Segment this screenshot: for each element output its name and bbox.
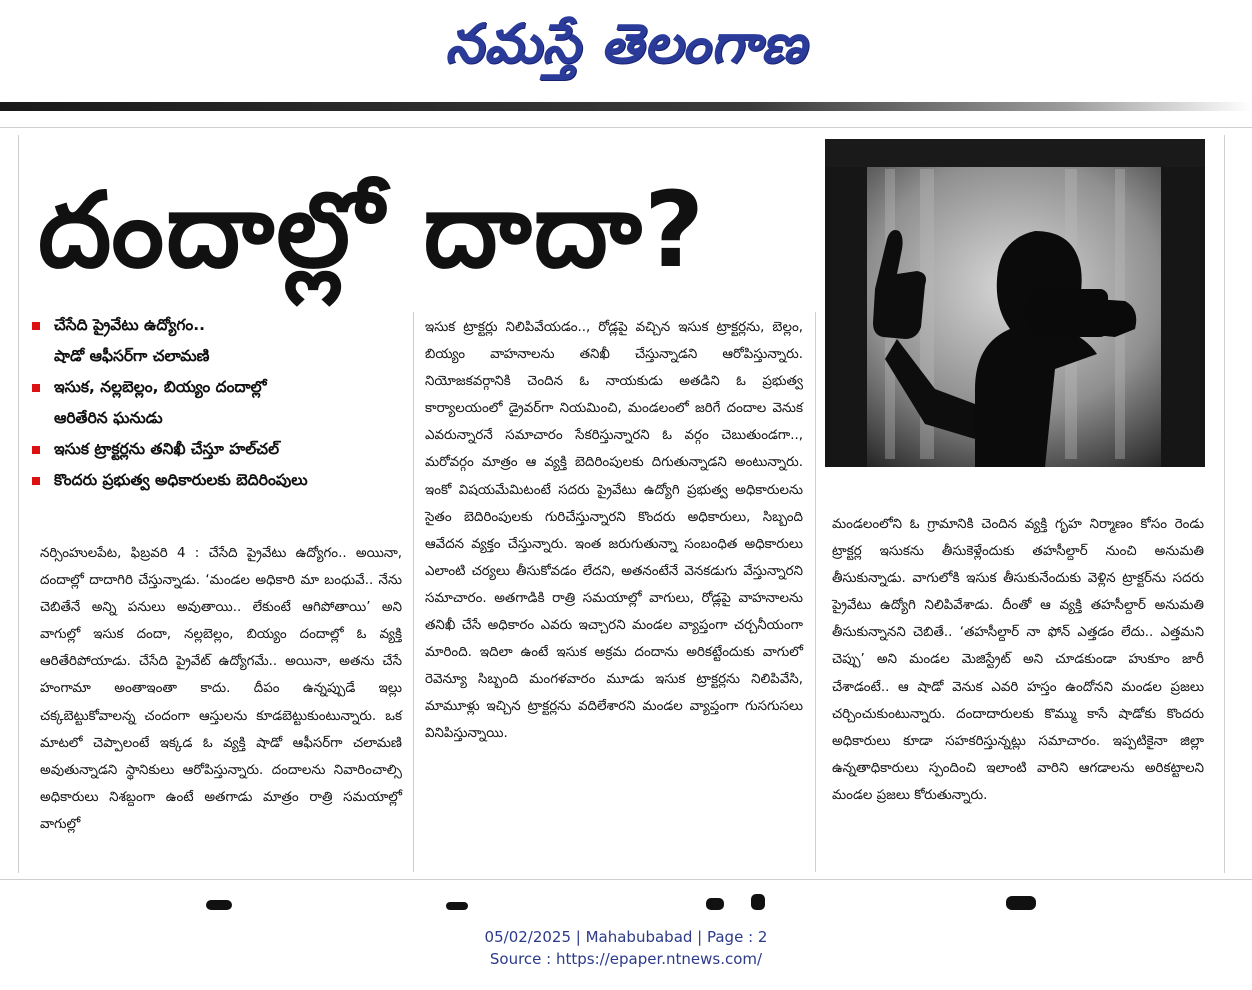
highlight-line: ఇసుక ట్రాక్టర్లను తనిఖీ చేస్తూ హల్‌చల్ [54, 440, 280, 458]
article-column-3 [832, 511, 1204, 809]
article-column-1 [40, 540, 402, 838]
bullet-square-icon [32, 446, 40, 454]
article-column-2 [425, 314, 803, 748]
highlight-line: కొందరు ప్రభుత్వ అధికారులకు బెదిరింపులు [54, 471, 308, 489]
column-text: నర్సింహులపేట, ఫిబ్రవరి 4 : చేసేది ప్రైవేటు ఉద్యోగం.. అయినా, దందాల్లో దాదాగిరి చేస్తున్నాడు. ‘మండల అధికారి మా బంధువే.. నేను చెబితేనే అన్ని పనులు అవుతాయి.. లేకుంటే ఆగిపోతాయి’ అని వాగుల్లో ఇసుక దందా, నల్లబెల్లం, బియ్యం దందాల్లో ఓ వ్యక్తి ఆరితేరిపోయాడు. చేసేది ప్రైవేట్ ఉద్యోగమే.. అయినా, అతను చేసే హంగామా అంతాఇంతా కాదు. దీపం ఉన్నప్పుడే ఇల్లు చక్కబెట్టుకోవాలన్న చందంగా ఆస్తులను కూడబెట్టుకుంటున్నారు. ఒక మాటలో చెప్పాలంటే ఇక్కడ ఓ వ్యక్తి షాడో ఆఫీసర్‌గా చలామణి అవుతున్నాడని స్థానికులు ఆరోపిస్తున్నారు. దందాలను నివారించాల్సి అధికారులు నిశబ్దంగా ఉంటే అతగాడు మాత్రం రాత్రి సమయాల్లో వాగుల్లో [40, 546, 402, 832]
column-text: ఇసుక ట్రాక్టర్లు నిలిపివేయడం.., రోడ్లపై వచ్చిన ఇసుక ట్రాక్టర్లను, బెల్లం, బియ్యం వాహనాలను తనిఖీ చేస్తున్నాడని ఆరోపిస్తున్నారు. నియోజకవర్గానికి చెందిన ఓ నాయకుడు అతడిని ఓ ప్రభుత్వ కార్యాలయంలో డ్రైవర్‌గా నియమించి, మండలంలో జరిగే దందాల వెనుక ఎవరున్నారనే సమాచారం సేకరిస్తున్నారని ఓ వర్గం చెబుతుండగా.., మరోవర్గం మాత్రం ఆ వ్యక్తి బెదిరింపులకు దిగుతున్నాడని అంటున్నారు. ఇంకో విషయమేమిటంటే సదరు ప్రైవేటు ఉద్యోగి ప్రభుత్వ అధికారులను సైతం బెదిరింపులకు గురిచేస్తున్నారని కొందరు అధికారులు, సిబ్బంది ఆవేదన వ్యక్తం చేస్తున్నారు. ఇంత జరుగుతున్నా సంబంధిత అధికారులు ఎలాంటి చర్యలు తీసుకోవడం లేదని, అతనంటేనే వెనకడుగు వేస్తున్నారని సమాచారం. అతగాడికి రాత్రి సమయాల్లో వాగులు, రోడ్లపై వాహనాలను తనిఖీ చేసే అధికారం ఎవరు ఇచ్చారని మండల వ్యాప్తంగా చర్చనీయంగా మారింది. ఇదిలా ఉంటే ఇసుక అక్రమ దందాను అరికట్టేందుకు వాగులో రెవెన్యూ సిబ్బంది మంగళవారం మూడు ఇసుక ట్రాక్టర్లను నిలిపివేసి, మామూళ్లు ఇచ్చిన ట్రాక్టర్లను వదిలేశారని మండల వ్యాప్తంగా గుసగుసలు వినిపిస్తున్నాయి. [425, 320, 803, 742]
bullet-square-icon [32, 477, 40, 485]
highlights-list [28, 310, 408, 496]
highlight-item [28, 310, 408, 372]
highlight-line: ఆరితేరిన ఘనుడు [54, 409, 163, 427]
masthead-rule [0, 102, 1252, 111]
highlight-line: షాడో ఆఫీసర్‌గా చలామణి [54, 347, 210, 365]
masthead [0, 0, 1252, 100]
column-divider [815, 312, 816, 872]
next-story-headline-fragment [206, 890, 1046, 910]
highlight-line: చేసేది ప్రైవేటు ఉద్యోగం.. [54, 316, 206, 334]
article-headline: దందాల్లో దాదా? [38, 169, 707, 291]
column-text: మండలంలోని ఓ గ్రామానికి చెందిన వ్యక్తి గృహ నిర్మాణం కోసం రెండు ట్రాక్టర్ల ఇసుకను తీసుకెళ్లేందుకు తహసీల్దార్ నుంచి అనుమతి తీసుకున్నాడు. వాగులోకి ఇసుక తీసుకునేందుకు వెళ్లిన ట్రాక్టర్‌ను సదరు ప్రైవేటు ఉద్యోగి నిలిపివేశాడు. దీంతో ఆ వ్యక్తి తహసీల్దార్ అనుమతి తీసుకున్నానని చెబితే.. ‘తహసీల్దార్ నా ఫోన్ ఎత్తడం లేదు.. ఎత్తమని చెప్పు’ అని మండల మెజిస్ట్రేట్ అని చూడకుండా హుకూం జారీ చేశాడంటే.. ఆ షాడో వెనుక ఎవరి హస్తం ఉందోనని మండల ప్రజలు చర్చించుకుంటున్నారు. దందాదారులకు కొమ్ము కాసే షాడోకు కొందరు అధికారులు కూడా సహకరిస్తున్నట్లు సమాచారం. ఇప్పటికైనా జిల్లా ఉన్నతాధికారులు స్పందించి ఇలాంటి వారిని ఆగడాలను అరికట్టాలని మండల ప్రజలు కోరుతున్నారు. [832, 517, 1204, 803]
article-photo [825, 139, 1205, 467]
edition-info: 05/02/2025 | Mahabubabad | Page : 2 [484, 928, 768, 946]
section-divider [0, 127, 1252, 128]
page-footer [0, 926, 1252, 970]
column-divider [413, 312, 414, 872]
bullet-square-icon [32, 384, 40, 392]
highlight-item [28, 372, 408, 434]
highlight-item [28, 465, 408, 496]
silhouette-photo-image [825, 139, 1205, 467]
bullet-square-icon [32, 322, 40, 330]
highlight-line: ఇసుక, నల్లబెల్లం, బియ్యం దందాల్లో [54, 378, 267, 396]
source-link[interactable]: Source : https://epaper.ntnews.com/ [489, 950, 763, 968]
column-divider [18, 135, 19, 873]
highlight-item [28, 434, 408, 465]
column-divider [1224, 135, 1225, 873]
footer-rule [0, 879, 1252, 880]
cropped-headline-fragment [206, 890, 1046, 910]
newspaper-logo: నమస్తే తెలంగాణ [445, 11, 807, 75]
